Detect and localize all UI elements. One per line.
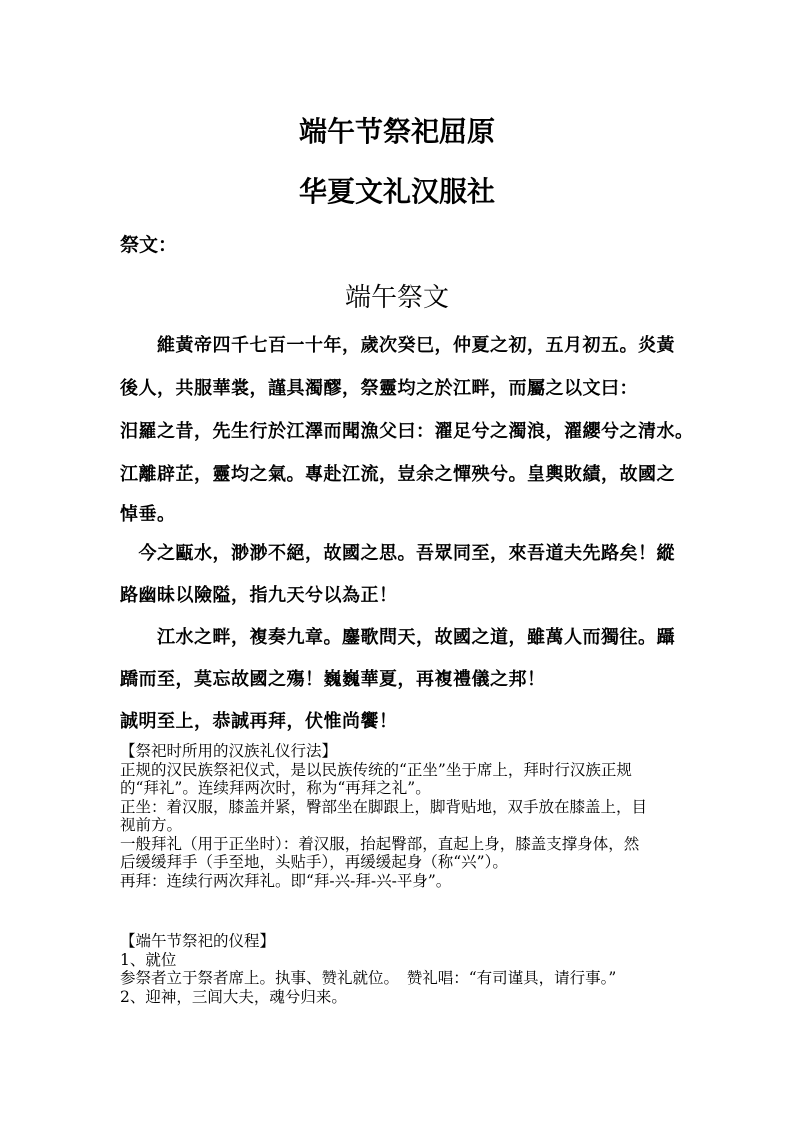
rites-line: 正规的汉民族祭祀仪式，是以民族传统的“正坐”坐于席上，拜时行汉族正规 — [120, 760, 632, 779]
ceremony-section — [120, 932, 700, 1006]
ceremony-line: 参祭者立于祭者席上。执事、赞礼就位。 赞礼唱：“有司谨具，请行事。” — [120, 969, 617, 987]
rites-line: 的“拜礼”。连续拜两次时，称为“再拜之礼”。 — [120, 779, 431, 797]
essay-line: 誠明至上，恭誠再拜，伏惟尚饗！ — [120, 711, 398, 732]
rites-heading: 【祭祀时所用的汉族礼仪行法】 — [120, 742, 338, 760]
essay-line: 路幽昧以險隘，指九天兮以為正！ — [120, 585, 398, 606]
rites-line: 再拜：连续行两次拜礼。即“拜-兴-拜-兴-平身”。 — [120, 871, 452, 890]
page-title: 端午节祭祀屈原 — [298, 115, 495, 148]
rites-section — [120, 742, 700, 890]
essay-line: 蹻而至，莫忘故國之殤！巍巍華夏，再複禮儀之邦！ — [120, 669, 546, 690]
essay-line: 維黃帝四千七百一十年，歲次癸巳，仲夏之初，五月初五。炎黃 — [120, 335, 675, 356]
essay-line: 後人，共服華裳，謹具濁醪，祭靈均之於江畔，而屬之以文曰： — [120, 378, 638, 399]
essay-line: 悼垂。 — [120, 504, 176, 525]
essay-line: 江水之畔，複奏九章。鏖歌問天，故國之道，雖萬人而獨往。躡 — [120, 627, 675, 648]
essay-line: 江離辟芷，靈均之氣。專赴江流，豈余之憚殃兮。皇輿敗績，故國之 — [120, 464, 675, 485]
rites-line: 视前方。 — [120, 816, 183, 834]
essay-line: 汨羅之昔，先生行於江澤而聞漁父曰：濯足兮之濁浪，濯纓兮之清水。 — [120, 421, 694, 442]
organization-title: 华夏文礼汉服社 — [298, 175, 495, 208]
rites-line: 正坐：着汉服，膝盖并紧，臀部坐在脚跟上，脚背贴地，双手放在膝盖上，目 — [120, 797, 648, 816]
rites-line: 后缓缓拜手（手至地，头贴手），再缓缓起身（称“兴”）。 — [120, 853, 508, 871]
essay-line: 今之甌水，渺渺不絕，故國之思。吾眾同至，來吾道夫先路矣！縱 — [120, 543, 675, 564]
ceremony-line: 1、就位 — [120, 950, 177, 969]
ceremony-heading: 【端午节祭祀的仪程】 — [120, 932, 276, 950]
jiwen-label: 祭文： — [120, 234, 178, 256]
ceremony-line: 2、迎神，三闾大夫，魂兮归来。 — [120, 987, 347, 1006]
rites-line: 一般拜礼（用于正坐时）：着汉服，抬起臀部，直起上身，膝盖支撑身体，然 — [120, 834, 640, 853]
essay-title: 端午祭文 — [344, 283, 449, 313]
